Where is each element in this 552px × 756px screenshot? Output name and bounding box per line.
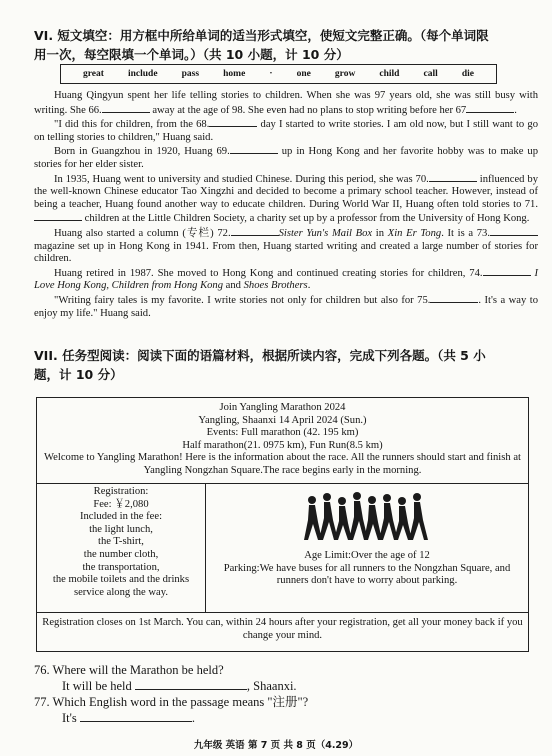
section7-heading: VII. 任务型阅读：阅读下面的语篇材料，根据所读内容，完成下列各题。（共 5 小 题，计 10 分） (34, 348, 486, 382)
runners-icon (302, 488, 432, 548)
question-77: 77. Which English word in the passage means "注册"? (34, 695, 309, 709)
page-footer: 九年级 英语 第 7 页 共 8 页（4.29） (193, 740, 359, 751)
notice-middle (37, 484, 528, 613)
word-bank-item: include (128, 69, 158, 79)
notice-welcome: Welcome to Yangling Marathon! Here is the information about the race. All the runners should start and finish at Yangling Nongzhan Square.The race begins early in the morning. (44, 452, 521, 476)
passage-paragraph: Huang also started a column (专栏) 72. Sister Yun's Mail Box in Xin Er Tong. It is a 73. magazine set up in Hong Kong in 1941. From then, Huang started writing and created a large number of stories for children. (34, 227, 538, 265)
age-limit: Age Limit:Over the age of 12 (304, 550, 430, 561)
blank-75[interactable] (430, 293, 478, 303)
passage-paragraph: In 1935, Huang went to university and studied Chinese. During this period, she was 70. influenced by the well-known Chinese educator Tao Xingzhi and decided to become a primary school teacher. However, instead of being a teacher, Huang found another way to educate children. During World War II, Huang often told stories to 71. children at the Little Children Society, a charity set up by a professor from the University of Hong Kong. (34, 173, 538, 225)
blank-73[interactable] (490, 226, 538, 236)
question-76: 76. Where will the Marathon be held? (34, 663, 224, 677)
word-bank-box (60, 64, 497, 84)
registration-closing: Registration closes on 1st March. You can, within 24 hours after your registration, get all your money back if you change your mind. (42, 617, 523, 641)
passage-paragraph: Born in Guangzhou in 1920, Huang 69. up in Hong Kong and her favorite hobby was to make up stories for her elder sister. (34, 146, 538, 170)
notice-header (37, 398, 528, 484)
parking-info: Parking:We have buses for all runners to the Nongzhan Square, and runners don't have to worry about parking. (223, 562, 511, 587)
word-bank-item: child (379, 69, 400, 79)
passage-paragraph: Huang Qingyun spent her life telling stories to children. When she was 97 years old, she was still busy with writing. She 66. away at the age of 98. She even had no plans to stop writing before her 67 . (34, 90, 538, 116)
questions (34, 662, 534, 726)
answer-blank-77[interactable] (80, 710, 192, 722)
blank-69[interactable] (230, 144, 278, 154)
blank-71[interactable] (34, 211, 82, 221)
registration-info: Registration: Fee: ￥2,080 Included in the fee: the light lunch, the T-shirt, the number cloth, the transportation, the mobile toilets and the drinks service along the way. (37, 484, 206, 612)
blank-70[interactable] (429, 172, 477, 182)
word-bank-item: home (223, 69, 246, 79)
word-bank-item: one (296, 69, 311, 79)
passage-paragraph: "I did this for children, from the 68. day I started to write stories. I am old now, but I still want to go on telling stories to children," Huang said. (34, 119, 538, 143)
blank-67[interactable] (466, 103, 514, 113)
word-bank-item: · (269, 69, 273, 79)
passage-paragraph: Huang retired in 1987. She moved to Hong Kong and continued creating stories for children, 74. I Love Hong Kong, Children from Hong Kong and Shoes Brothers. (34, 267, 538, 292)
answer-76: It will be held , Shaanxi. (62, 679, 297, 693)
section6-heading: VI. 短文填空：用方框中所给单词的适当形式填空，使短文完整正确。（每个单词限 用一次，每空限填一个单词。）（共 10 小题，计 10 分） (34, 28, 489, 62)
notice-events: Events: Full marathon (42. 195 km) (206, 427, 359, 439)
passage-paragraph: "Writing fairy tales is my favorite. I write stories not only for children but also for 75. . It's a way to enjoy my life." Huang said. (34, 294, 538, 319)
notice-title: Join Yangling Marathon 2024 (219, 402, 346, 413)
blank-74[interactable] (483, 266, 531, 276)
word-bank-item: great (83, 69, 104, 79)
age-parking-info (206, 484, 528, 612)
notice-events-2: Half marathon(21. 0975 km), Fun Run(8.5 km) (182, 439, 383, 451)
word-bank-item: call (423, 69, 438, 79)
word-bank-item: pass (181, 69, 200, 79)
answer-77: It's . (62, 711, 196, 725)
cloze-passage (34, 90, 538, 320)
word-bank-item: die (461, 69, 474, 79)
notice-date: Yangling, Shaanxi 14 April 2024 (Sun.) (198, 414, 367, 426)
word-bank-item: grow (334, 69, 356, 79)
blank-66[interactable] (102, 103, 150, 113)
marathon-notice (36, 397, 529, 652)
blank-72[interactable] (231, 226, 279, 236)
blank-68[interactable] (209, 117, 257, 127)
answer-blank-76[interactable] (135, 678, 247, 690)
